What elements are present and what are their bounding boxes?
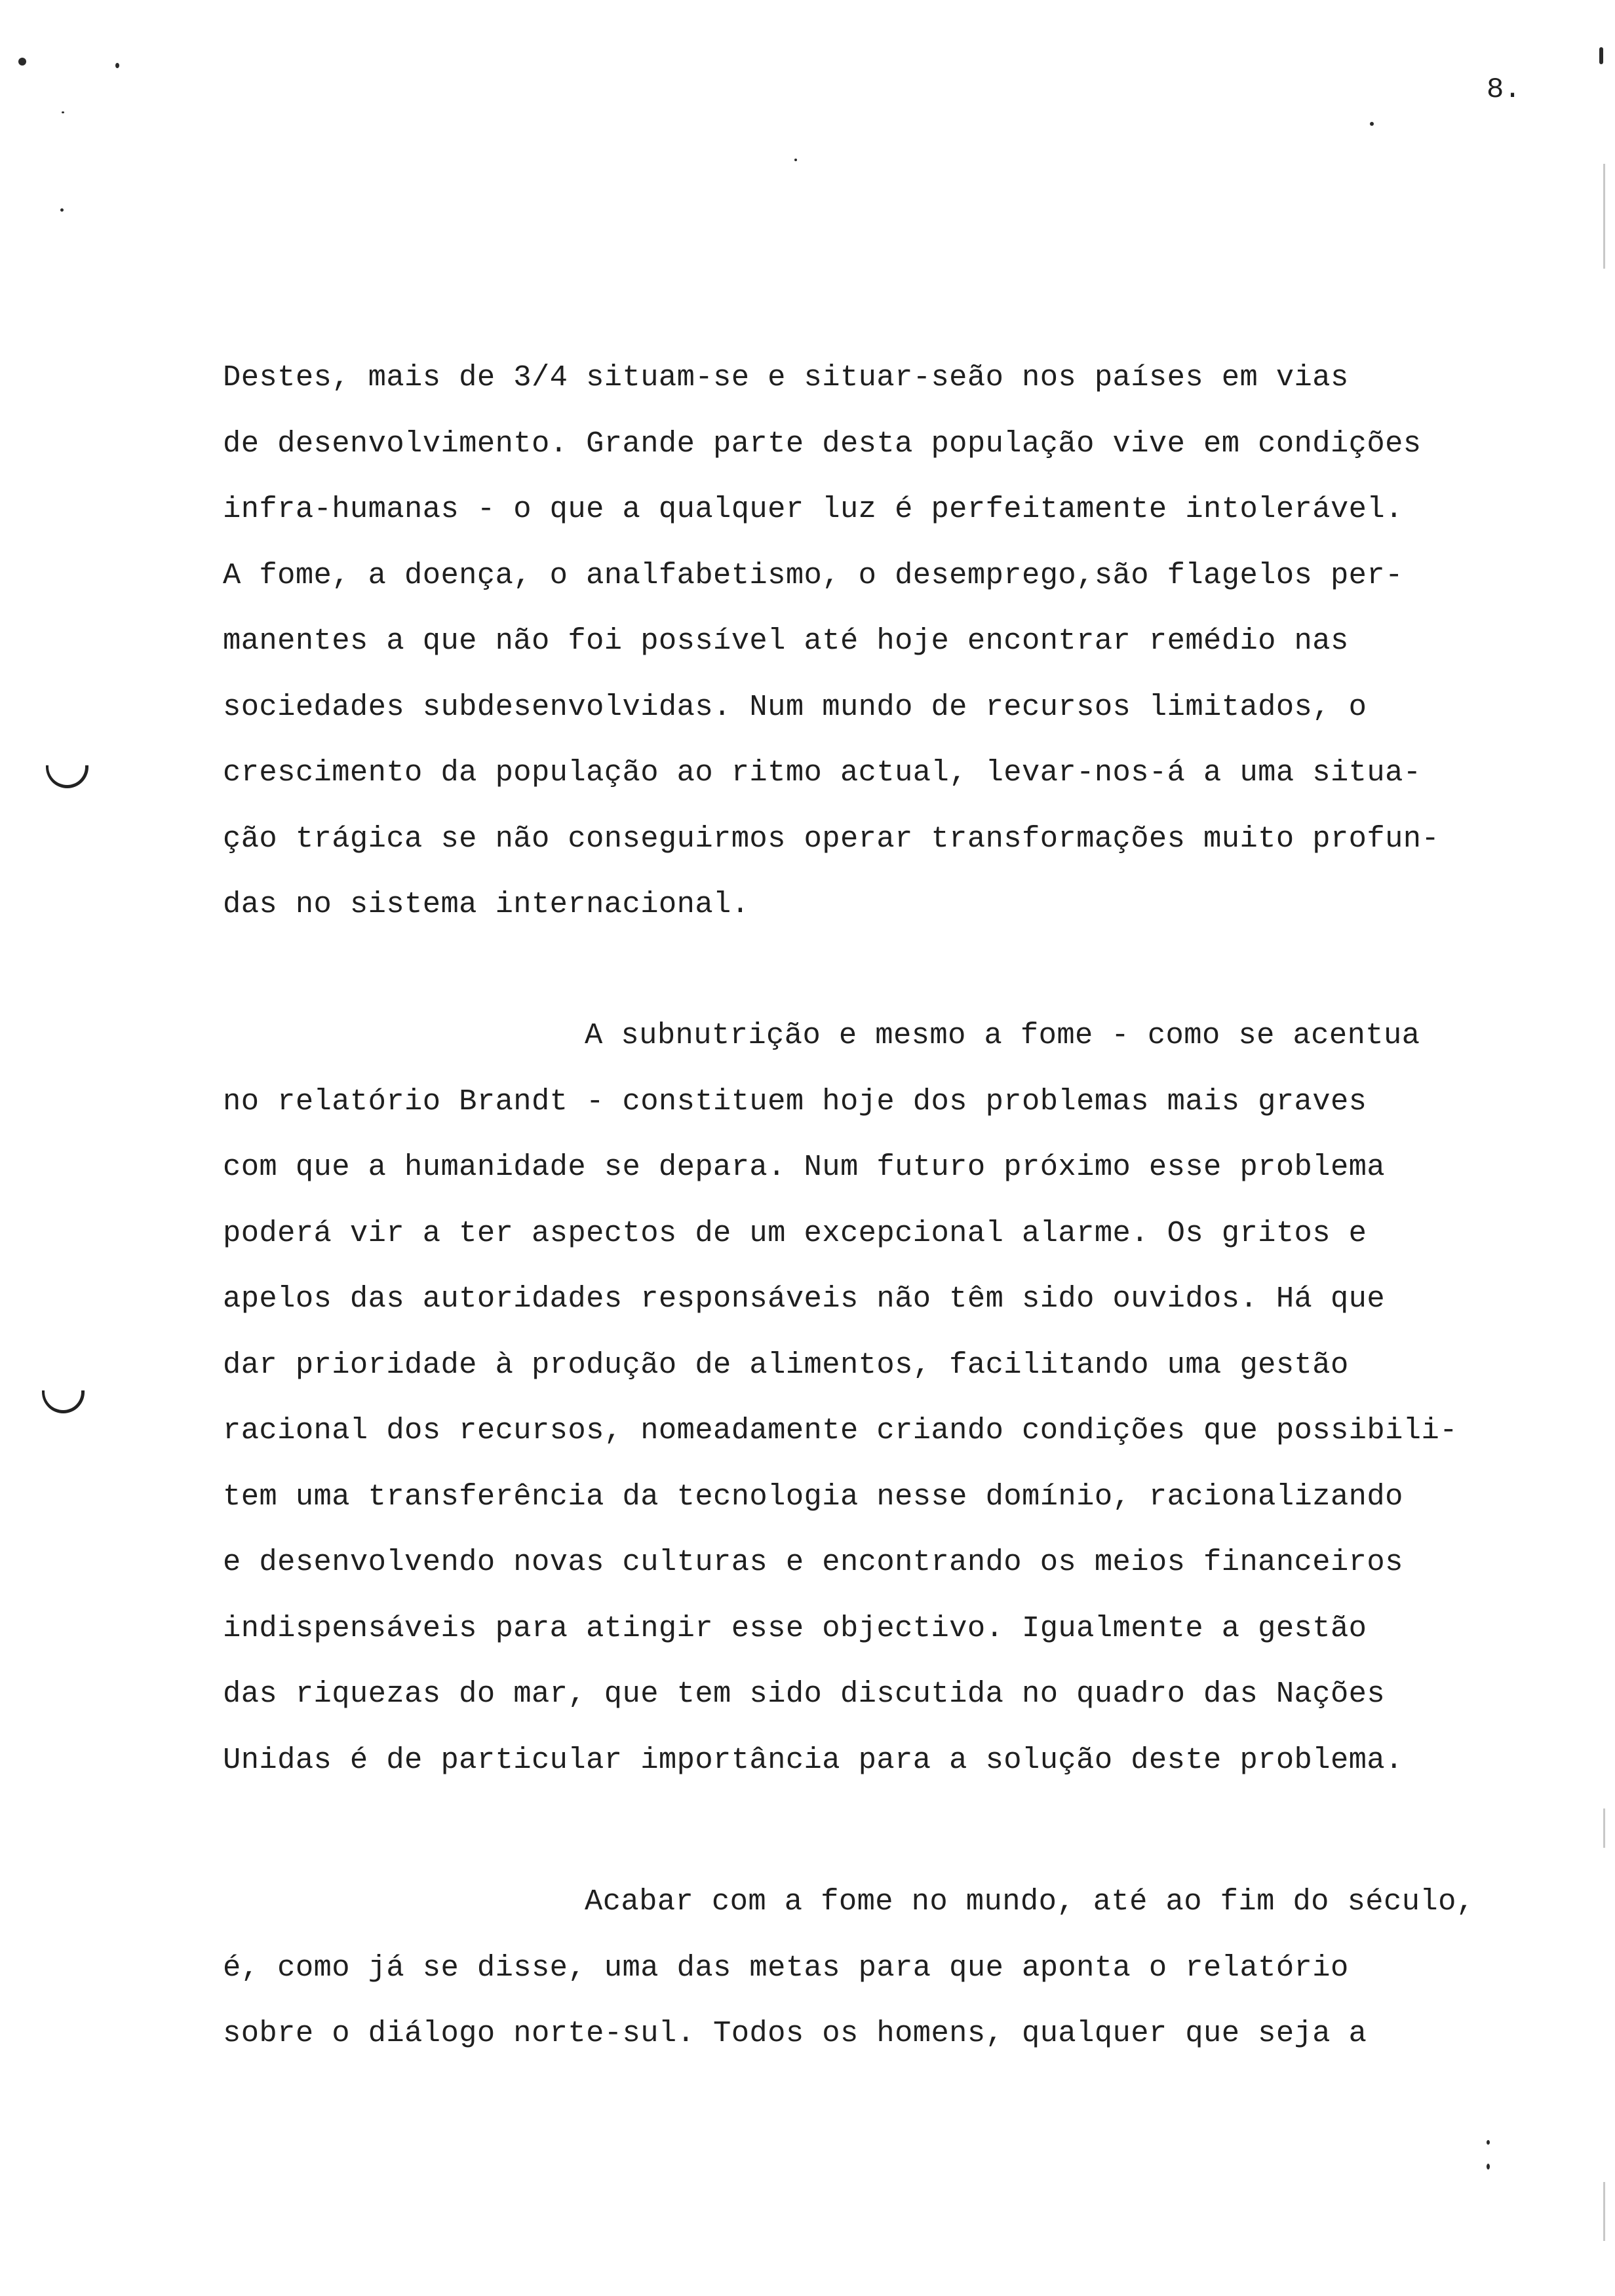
text-line: racional dos recursos, nomeadamente criando condições que possibili- [223, 1413, 1458, 1447]
paragraph-3 [223, 1869, 1586, 2067]
scan-speck [62, 111, 64, 113]
text-line: crescimento da população ao ritmo actual, levar-nos-á a uma situa- [223, 756, 1422, 790]
margin-mark [46, 765, 88, 788]
text-line: poderá vir a ter aspectos de um excepcional alarme. Os gritos e [223, 1215, 1367, 1250]
text-line: das riquezas do mar, que tem sido discutida no quadro das Nações [223, 1677, 1386, 1711]
paragraph-2 [223, 1003, 1586, 1793]
text-line: infra-humanas - o que a qualquer luz é perfeitamente intolerável. [223, 492, 1403, 526]
text-line: indispensáveis para atingir esse objectivo. Igualmente a gestão [223, 1611, 1367, 1645]
text-line: A fome, a doença, o analfabetismo, o desemprego,são flagelos per- [223, 558, 1403, 592]
scan-edge [1603, 2182, 1605, 2241]
scan-edge [1603, 1808, 1605, 1848]
text-line: tem uma transferência da tecnologia nesse domínio, racionalizando [223, 1479, 1403, 1514]
scan-speck [115, 63, 119, 68]
text-line: e desenvolvendo novas culturas e encontrando os meios financeiros [223, 1545, 1403, 1579]
scan-edge [1603, 164, 1605, 269]
text-line: Unidas é de particular importância para a solução deste problema. [223, 1742, 1403, 1777]
text-line: dar prioridade à produção de alimentos, facilitando uma gestão [223, 1347, 1349, 1382]
scan-speck [18, 58, 26, 66]
scan-speck [60, 208, 64, 212]
text-line: Acabar com a fome no mundo, até ao fim do século, [585, 1885, 1475, 1919]
text-line: A subnutrição e mesmo a fome - como se acentua [585, 1018, 1420, 1052]
scan-speck [794, 159, 797, 161]
scan-speck [1487, 2164, 1490, 2170]
text-line: Destes, mais de 3/4 situam-se e situar-seão nos países em vias [223, 360, 1349, 394]
scan-speck [1487, 2140, 1490, 2145]
text-line: com que a humanidade se depara. Num futuro próximo esse problema [223, 1150, 1386, 1184]
text-line: manentes a que não foi possível até hoje encontrar remédio nas [223, 624, 1349, 658]
scan-speck [1370, 122, 1374, 126]
text-line: sociedades subdesenvolvidas. Num mundo de recursos limitados, o [223, 689, 1367, 724]
text-line: de desenvolvimento. Grande parte desta população vive em condições [223, 426, 1422, 461]
page-number: 8. [1487, 73, 1521, 106]
text-line: é, como já se disse, uma das metas para que aponta o relatório [223, 1950, 1349, 1985]
text-line: apelos das autoridades responsáveis não têm sido ouvidos. Há que [223, 1282, 1386, 1316]
scan-speck [1599, 47, 1603, 64]
paragraph-1 [223, 345, 1586, 938]
text-line: sobre o diálogo norte-sul. Todos os homens, qualquer que seja a [223, 2016, 1367, 2050]
text-line: no relatório Brandt - constituem hoje dos problemas mais graves [223, 1084, 1367, 1119]
margin-mark [42, 1390, 85, 1413]
text-line: ção trágica se não conseguirmos operar transformações muito profun- [223, 821, 1440, 856]
text-line: das no sistema internacional. [223, 887, 750, 921]
